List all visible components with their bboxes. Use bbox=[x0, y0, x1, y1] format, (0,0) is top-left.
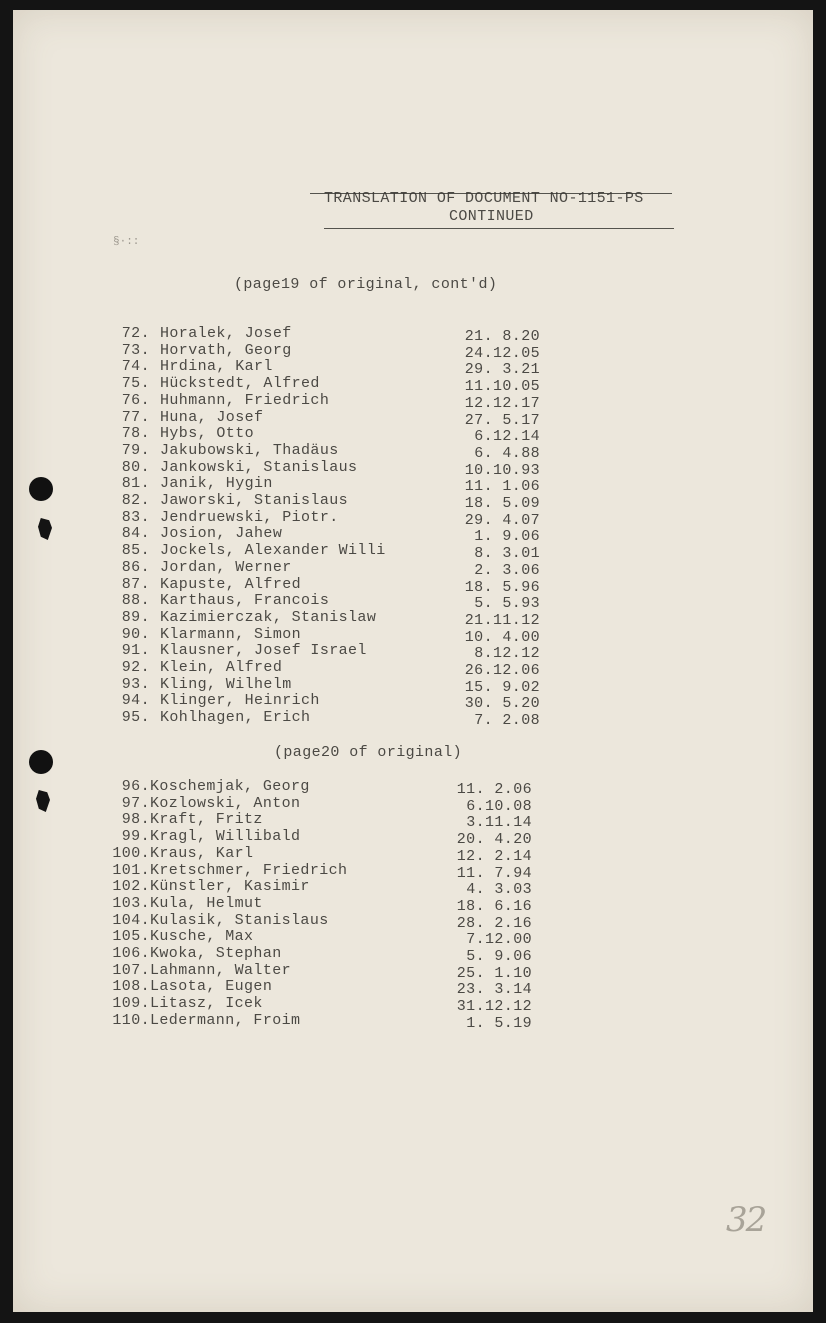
entry-name: Jendruewski, Piotr. bbox=[160, 508, 339, 526]
header-subtitle: CONTINUED bbox=[449, 208, 534, 225]
entry-date: 28. 2.16 bbox=[456, 914, 532, 932]
entry-name: Kretschmer, Friedrich bbox=[150, 861, 348, 879]
entry-date: 18. 6.16 bbox=[456, 897, 532, 915]
entry-date: 5. 5.93 bbox=[474, 595, 540, 613]
entry-name: Janik, Hygin bbox=[160, 475, 273, 493]
entry-name: Kwoka, Stephan bbox=[150, 945, 282, 962]
entry-number: 87. bbox=[121, 575, 150, 593]
entry-date: 8. 3.01 bbox=[474, 545, 540, 563]
entry-name: Lahmann, Walter bbox=[150, 961, 292, 979]
entry-name: Jakubowski, Thadäus bbox=[160, 441, 339, 459]
entry-date: 20. 4.20 bbox=[456, 831, 532, 849]
entry-date: 12.12.17 bbox=[464, 394, 540, 412]
entry-number: 78. bbox=[121, 425, 150, 443]
punch-hole bbox=[29, 477, 53, 501]
entry-name: Kraus, Karl bbox=[150, 844, 254, 862]
entry-date: 25. 1.10 bbox=[456, 964, 532, 982]
entry-number: 99. bbox=[121, 828, 150, 846]
entry-number: 101. bbox=[112, 861, 150, 879]
entry-date: 26.12.06 bbox=[464, 662, 540, 679]
page-note: (page20 of original) bbox=[274, 744, 463, 761]
entry-name: Kula, Helmut bbox=[150, 894, 263, 912]
entry-number: 85. bbox=[121, 542, 150, 560]
entry-date: 11. 2.06 bbox=[456, 781, 532, 798]
entry-number: 94. bbox=[121, 692, 150, 710]
entry-number: 97. bbox=[121, 794, 150, 812]
entry-name: Hückstedt, Alfred bbox=[160, 375, 320, 393]
entry-number: 75. bbox=[121, 375, 150, 393]
entry-number: 105. bbox=[112, 928, 150, 946]
entry-date: 10. 4.00 bbox=[464, 628, 540, 646]
entry-number: 72. bbox=[121, 325, 150, 342]
entry-name: Kulasik, Stanislaus bbox=[150, 911, 329, 929]
entry-name: Jockels, Alexander Willi bbox=[160, 542, 386, 560]
entry-date: 11. 7.94 bbox=[456, 864, 532, 882]
entry-number: 102. bbox=[112, 878, 150, 896]
entry-date: 7. 2.08 bbox=[474, 712, 540, 730]
entry-number: 88. bbox=[121, 592, 150, 610]
entry-name: Kusche, Max bbox=[150, 928, 254, 946]
entry-number: 83. bbox=[121, 508, 150, 526]
entry-name: Kozlowski, Anton bbox=[150, 794, 301, 812]
entry-name: Huna, Josef bbox=[160, 408, 264, 426]
entry-number: 110. bbox=[112, 1011, 150, 1029]
entry-name: Kazimierczak, Stanislaw bbox=[160, 608, 377, 626]
entry-name: Litasz, Icek bbox=[150, 995, 263, 1013]
entry-number: 91. bbox=[121, 642, 150, 660]
entry-number: 84. bbox=[121, 525, 150, 543]
entry-number: 82. bbox=[121, 492, 150, 509]
entry-number: 98. bbox=[121, 811, 150, 829]
entry-date: 29. 3.21 bbox=[464, 361, 540, 379]
entry-name: Josion, Jahew bbox=[160, 525, 283, 543]
entry-number: 73. bbox=[121, 341, 150, 359]
entry-name: Ledermann, Froim bbox=[150, 1011, 301, 1029]
stamp-mark: §·:: bbox=[113, 236, 140, 248]
entry-date: 3.11.14 bbox=[466, 814, 532, 832]
entry-date: 6.10.08 bbox=[466, 797, 532, 815]
entry-name: Künstler, Kasimir bbox=[150, 878, 310, 896]
entry-number: 79. bbox=[121, 441, 150, 459]
entry-name: Karthaus, Francois bbox=[160, 592, 330, 610]
page-number: 32 bbox=[726, 1200, 766, 1240]
entry-number: 90. bbox=[121, 625, 150, 643]
entry-name: Jordan, Werner bbox=[160, 558, 292, 576]
entry-date: 1. 5.19 bbox=[466, 1014, 532, 1032]
header-title: TRANSLATION OF DOCUMENT NO-1151-PS bbox=[324, 190, 644, 207]
entry-number: 81. bbox=[121, 475, 150, 493]
entry-date: 29. 4.07 bbox=[464, 511, 540, 529]
entry-date: 15. 9.02 bbox=[464, 678, 540, 696]
entry-number: 104. bbox=[112, 911, 150, 929]
entry-number: 89. bbox=[121, 608, 150, 626]
entry-date: 1. 9.06 bbox=[474, 528, 540, 546]
entry-name: Hybs, Otto bbox=[160, 425, 255, 443]
entry-name: Kohlhagen, Erich bbox=[160, 709, 311, 727]
entry-number: 86. bbox=[121, 558, 150, 576]
entry-date: 30. 5.20 bbox=[464, 695, 540, 713]
entry-date: 12. 2.14 bbox=[456, 847, 532, 865]
entry-number: 92. bbox=[121, 659, 150, 676]
entry-date: 27. 5.17 bbox=[464, 411, 540, 429]
entry-number: 93. bbox=[121, 675, 150, 693]
entry-name: Huhmann, Friedrich bbox=[160, 391, 330, 409]
entry-name: Kraft, Fritz bbox=[150, 811, 263, 829]
entry-number: 77. bbox=[121, 408, 150, 426]
entry-date: 11.10.05 bbox=[464, 378, 540, 396]
entry-date: 18. 5.09 bbox=[464, 495, 540, 512]
entry-name: Klein, Alfred bbox=[160, 659, 283, 676]
entry-date: 21.11.12 bbox=[464, 611, 540, 629]
entry-date: 23. 3.14 bbox=[456, 981, 532, 999]
entry-date: 7.12.00 bbox=[466, 931, 532, 949]
page-note: (page19 of original, cont'd) bbox=[234, 276, 498, 293]
entry-number: 107. bbox=[112, 961, 150, 979]
entry-date: 10.10.93 bbox=[464, 461, 540, 479]
entry-name: Lasota, Eugen bbox=[150, 978, 273, 996]
entry-name: Horalek, Josef bbox=[160, 325, 292, 342]
entry-name: Klinger, Heinrich bbox=[160, 692, 320, 710]
entry-name: Koschemjak, Georg bbox=[150, 778, 310, 795]
entry-name: Kapuste, Alfred bbox=[160, 575, 302, 593]
entry-name: Hrdina, Karl bbox=[160, 358, 273, 376]
entry-date: 21. 8.20 bbox=[464, 328, 540, 345]
entry-name: Kling, Wilhelm bbox=[160, 675, 292, 693]
entry-date: 8.12.12 bbox=[474, 645, 540, 663]
entry-number: 80. bbox=[121, 458, 150, 476]
entry-name: Klarmann, Simon bbox=[160, 625, 302, 643]
entry-number: 100. bbox=[112, 844, 150, 862]
entry-number: 96. bbox=[121, 778, 150, 795]
entry-date: 18. 5.96 bbox=[464, 578, 540, 596]
punch-hole bbox=[29, 750, 53, 774]
entry-date: 24.12.05 bbox=[464, 344, 540, 362]
entry-number: 76. bbox=[121, 391, 150, 409]
entry-name: Jankowski, Stanislaus bbox=[160, 458, 358, 476]
entry-name: Klausner, Josef Israel bbox=[160, 642, 367, 660]
entry-number: 108. bbox=[112, 978, 150, 996]
entry-name: Jaworski, Stanislaus bbox=[160, 492, 349, 509]
entry-date: 31.12.12 bbox=[456, 998, 532, 1016]
entry-name: Kragl, Willibald bbox=[150, 828, 301, 846]
entry-date: 6.12.14 bbox=[474, 428, 540, 446]
entry-date: 2. 3.06 bbox=[474, 561, 540, 579]
entry-number: 109. bbox=[112, 995, 150, 1013]
entry-number: 74. bbox=[121, 358, 150, 376]
entry-date: 5. 9.06 bbox=[466, 948, 532, 965]
entry-date: 6. 4.88 bbox=[474, 444, 540, 462]
entry-number: 103. bbox=[112, 894, 150, 912]
entry-number: 106. bbox=[112, 945, 150, 962]
header-bottom-rule bbox=[324, 228, 674, 229]
entry-name: Horvath, Georg bbox=[160, 341, 292, 359]
entry-date: 4. 3.03 bbox=[466, 881, 532, 899]
entry-number: 95. bbox=[121, 709, 150, 727]
entry-date: 11. 1.06 bbox=[464, 478, 540, 496]
